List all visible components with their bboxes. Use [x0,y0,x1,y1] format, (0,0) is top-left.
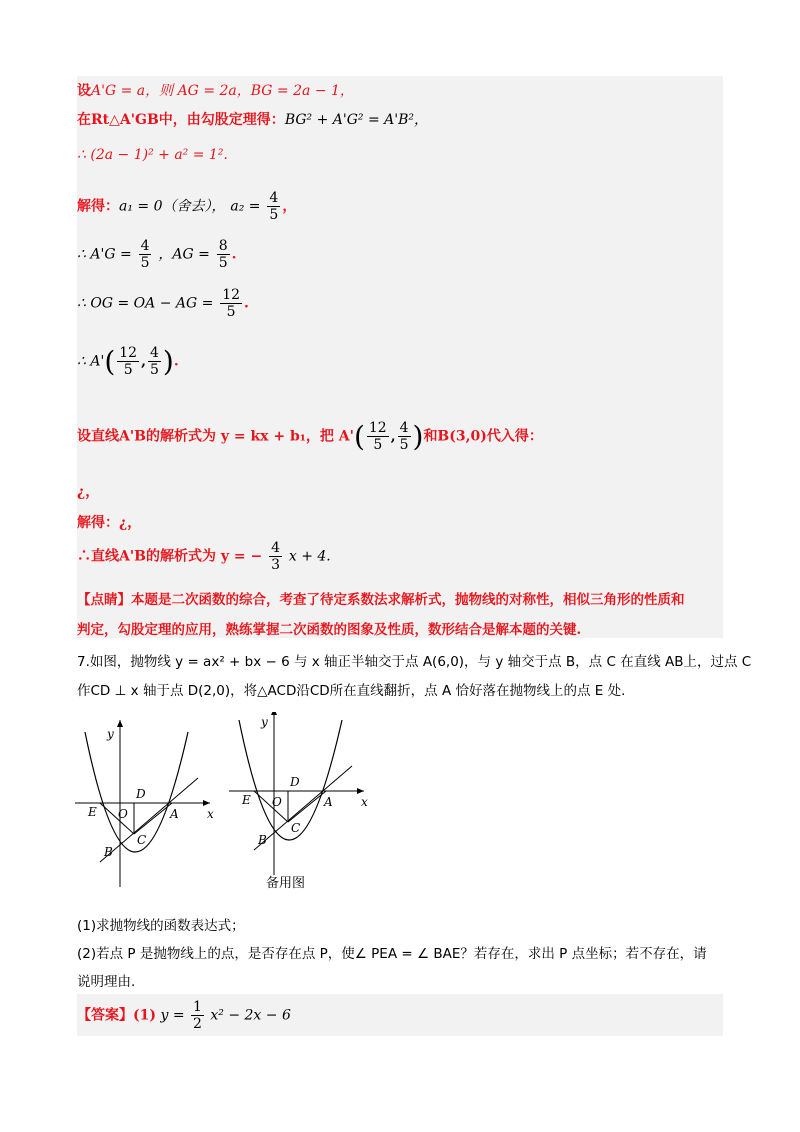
label-B: B [258,833,267,847]
label-D: D [136,787,146,801]
x-axis-label: x [207,807,214,821]
solution-line-11: ∴直线A'B的解析式为 y = − $\frac{4}{3}$ x + 4. [77,540,331,573]
question-1: (1)求抛物线的函数表达式； [77,918,245,934]
tip-line-1: 【点睛】本题是二次函数的综合，考查了待定系数法求解析式，抛物线的对称性，相似三角形的性质和 [77,592,685,608]
solution-line-6: ∴ OG = OA − AG = $\frac{12}{5}$ . [77,287,249,320]
label-C: C [291,821,301,835]
problem-line-2: 作CD ⊥ x 轴于点 D(2,0)，将△ACD沿CD所在直线翻折，点 A 恰好落在抛物线上的点 E 处. [77,683,626,699]
label-B: B [104,845,113,859]
y-axis-label: y [107,727,114,741]
label-O: O [118,807,128,821]
parabola-figure [70,712,370,902]
figure-caption: 备用图 [266,876,306,891]
label-C: C [137,833,147,847]
label-D: D [290,775,300,789]
tip-line-2: 判定，勾股定理的应用，熟练掌握二次函数的图象及性质，数形结合是解本题的关键. [77,622,582,638]
label-A: A [324,795,333,809]
answer-tag: 【答案】 [77,1007,133,1024]
solution-line-7: ∴ A'( $\frac{12}{5}$ , $\frac{4}{5}$ ). [77,345,179,378]
label-E: E [242,793,251,807]
solution-line-5: ∴ A'G = $\frac{4}{5}$ ，AG = $\frac{8}{5}$ . [77,238,237,271]
spare-graph [229,712,368,891]
label-A: A [170,807,179,821]
problem-line-1: 7.如图，抛物线 y = ax² + bx − 6 与 x 轴正半轴交于点 A(6,0)，与 y 轴交于点 B，点 C 在直线 AB上，过点 C [77,654,752,670]
question-2-line-2: 说明理由. [77,974,136,990]
solution-line-9: ¿， [77,484,100,500]
answer-line: 【答案】(1) y = $\frac{1}{2}$ x² − 2x − 6 [77,999,291,1032]
solution-line-10: 解得：¿， [77,515,142,531]
solution-line-8: 设直线A'B的解析式为 y = kx + b₁，把 A'( $\frac{12}{5}$ , $\frac{4}{5}$ )和B(3,0)代入得： [77,420,543,453]
solution-line-2: 在Rt△A'GB中，由勾股定理得：BG² + A'G² = A'B²， [77,112,429,128]
solution-line-3: ∴ (2a − 1)² + a² = 1². [77,147,228,163]
label-E: E [88,805,97,819]
question-2-line-1: (2)若点 P 是抛物线上的点，是否存在点 P，使∠ PEA = ∠ BAE？若存在，求出 P 点坐标；若不存在，请 [77,946,707,962]
x-axis-label: x [361,795,368,809]
label-O: O [272,795,282,809]
y-axis-label: y [261,715,268,729]
solution-line-4: 解得：a₁ = 0（舍去）， a₂ = $\frac{4}{5}$ ， [77,190,297,223]
solution-line-1: 设A'G = a，则 AG = 2a，BG = 2a − 1， [77,83,354,99]
main-graph [75,720,214,887]
